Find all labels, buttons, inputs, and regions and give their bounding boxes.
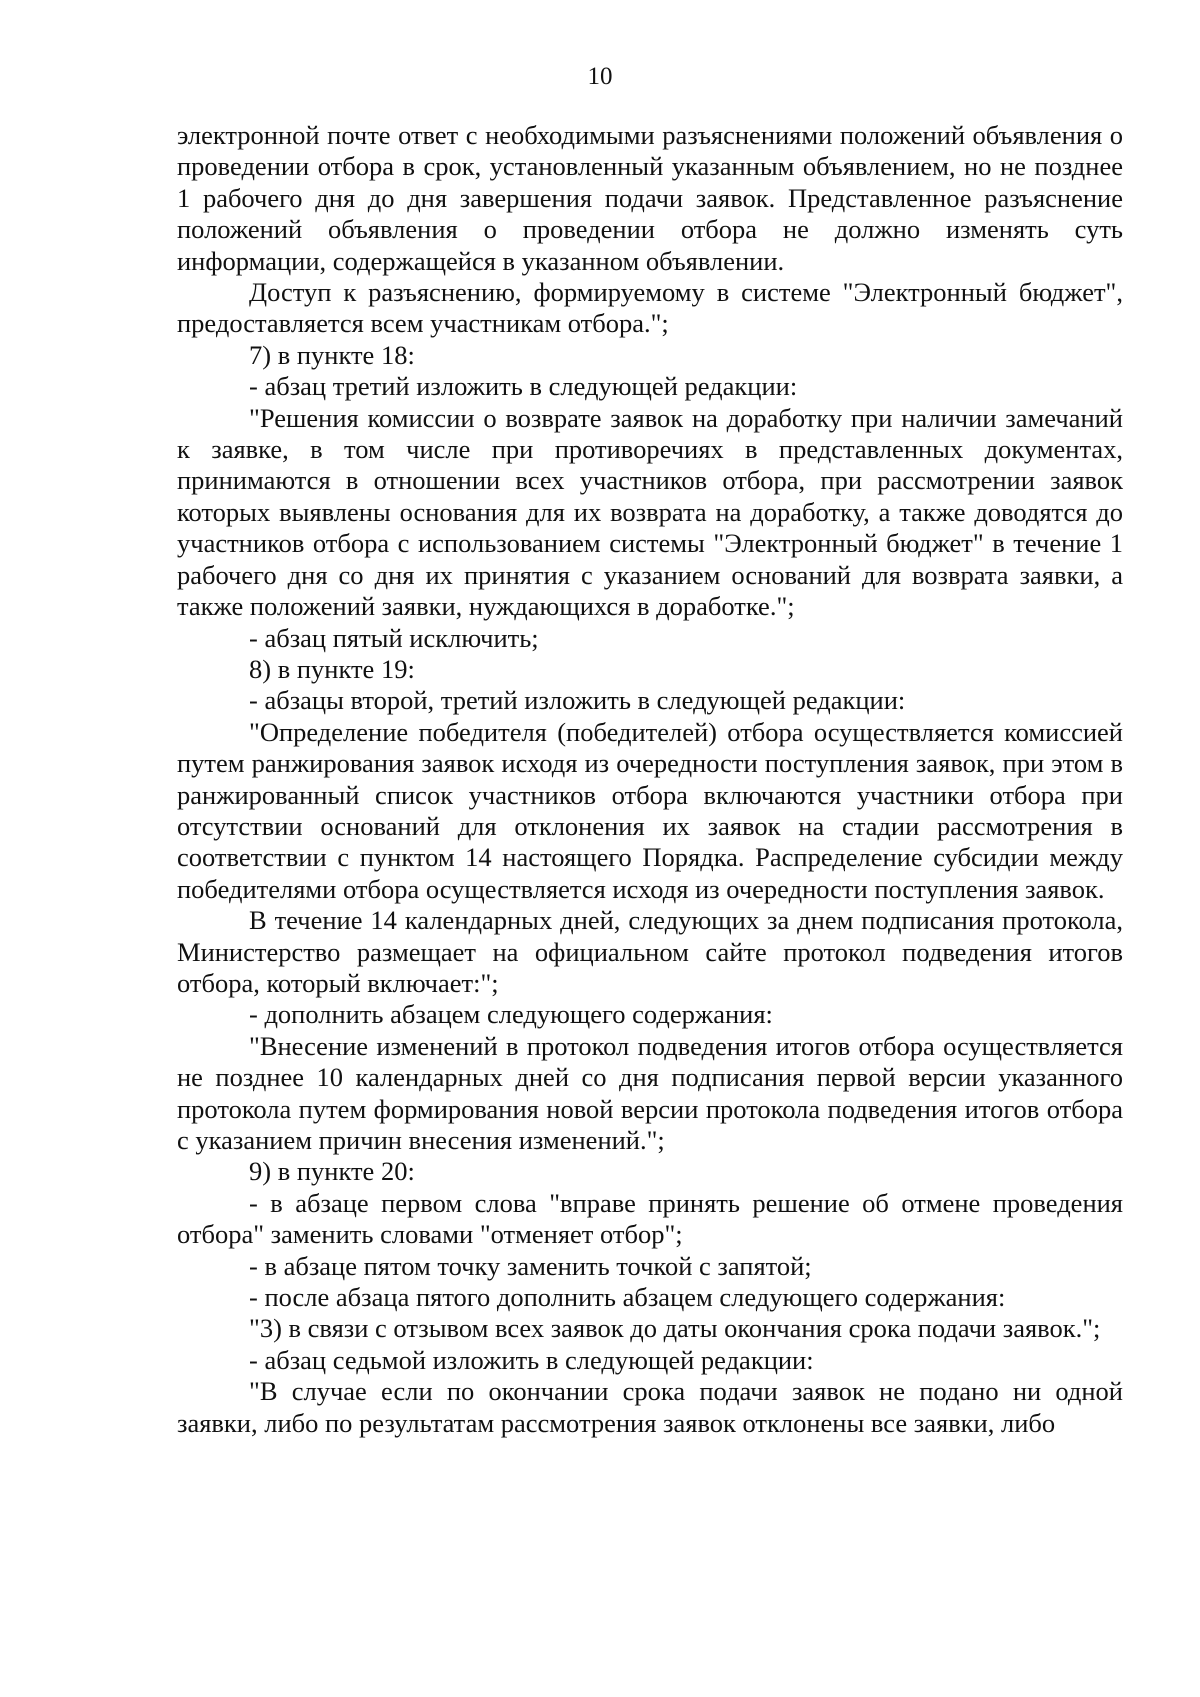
paragraph: 8) в пункте 19: <box>249 653 415 684</box>
paragraph: - абзац седьмой изложить в следующей редакции: <box>249 1344 814 1375</box>
paragraph: - абзац пятый исключить; <box>249 622 539 653</box>
paragraph: - в абзаце пятом точку заменить точкой с запятой; <box>249 1250 812 1281</box>
paragraph: В течение 14 календарных дней, следующих за днем подписания протокола, Министерство размещает на официальном сайте протокол подведения итогов отбора, который включает:"; <box>177 905 1123 998</box>
paragraph: - после абзаца пятого дополнить абзацем следующего содержания: <box>249 1282 1006 1313</box>
paragraph: - дополнить абзацем следующего содержания: <box>249 999 773 1030</box>
paragraph: "3) в связи с отзывом всех заявок до даты окончания срока подачи заявок."; <box>249 1313 1101 1344</box>
paragraph: - абзац третий изложить в следующей редакции: <box>249 371 798 402</box>
paragraph: "Внесение изменений в протокол подведения итогов отбора осуществляется не позднее 10 календарных дней со дня подписания первой версии указанного протокола путем формирования новой версии протокола подведения итогов отбора с указанием причин внесения изменений."; <box>177 1030 1123 1155</box>
paragraph: - в абзаце первом слова "вправе принять решение об отмене проведения отбора" заменить словами "отменяет отбор"; <box>177 1187 1123 1250</box>
paragraph: 7) в пункте 18: <box>249 339 415 370</box>
document-body <box>177 120 1123 1439</box>
paragraph: "Определение победителя (победителей) отбора осуществляется комиссией путем ранжирования заявок исходя из очередности поступления заявок, при этом в ранжированный список участников отбора включаются участники отбора при отсутствии оснований для отклонения их заявок на стадии рассмотрения в соответствии с пунктом 14 настоящего Порядка. Распределение субсидии между победителями отбора осуществляется исходя из очередности поступления заявок. <box>177 716 1123 904</box>
paragraph: электронной почте ответ с необходимыми разъяснениями положений объявления о проведении отбора в срок, установленный указанным объявлением, но не позднее 1 рабочего дня до дня завершения подачи заявок. Представленное разъяснение положений объявления о проведении отбора не должно изменять суть информации, содержащейся в указанном объявлении. <box>177 120 1123 276</box>
paragraph: 9) в пункте 20: <box>249 1156 415 1187</box>
paragraph: - абзацы второй, третий изложить в следующей редакции: <box>249 685 906 716</box>
paragraph: "В случае если по окончании срока подачи заявок не подано ни одной заявки, либо по результатам рассмотрения заявок отклонены все заявки, либо <box>177 1376 1123 1438</box>
page-number: 10 <box>587 63 613 90</box>
paragraph: Доступ к разъяснению, формируемому в системе "Электронный бюджет", предоставляется всем участникам отбора."; <box>177 277 1123 339</box>
paragraph: "Решения комиссии о возврате заявок на доработку при наличии замечаний к заявке, в том числе при противоречиях в представленных документах, принимаются в отношении всех участников отбора, при рассмотрении заявок которых выявлены основания для их возврата на доработку, а также доводятся до участников отбора с использованием системы "Электронный бюджет" в течение 1 рабочего дня со дня их принятия с указанием оснований для возврата заявки, а также положений заявки, нуждающихся в доработке."; <box>177 402 1123 622</box>
